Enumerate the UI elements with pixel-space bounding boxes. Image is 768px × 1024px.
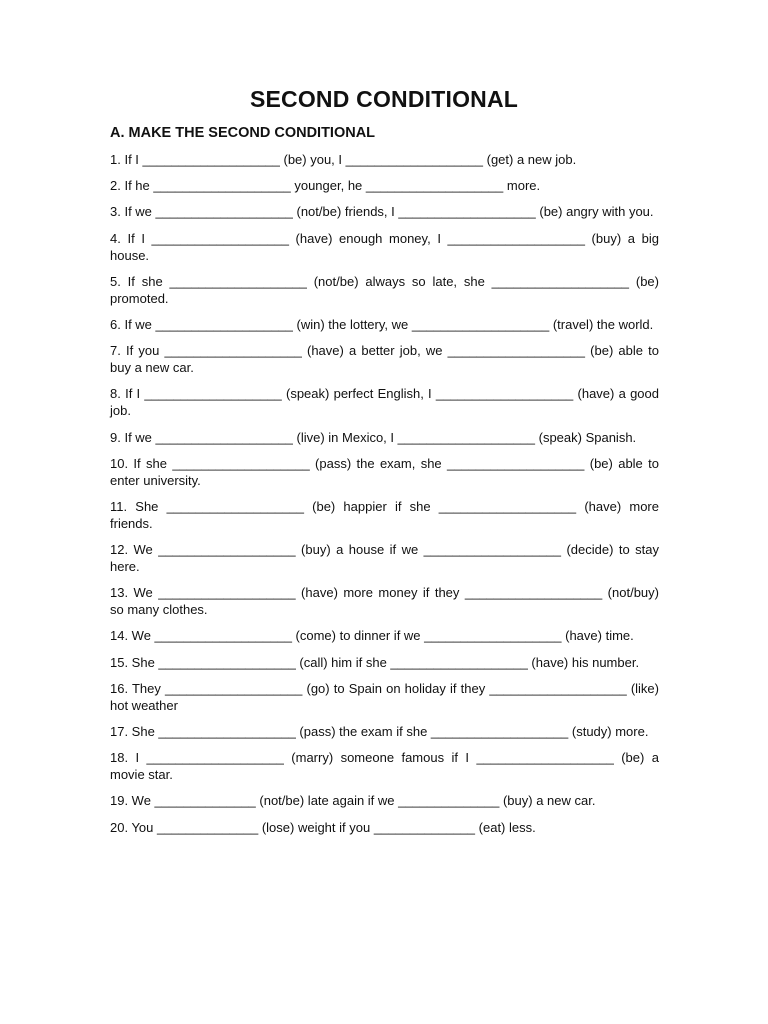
section-heading: A. MAKE THE SECOND CONDITIONAL [110,125,376,141]
exercise-item-3: 3. If we ___________________ (not/be) friends, I ___________________ (be) angry with you. [110,204,654,220]
exercise-item-11: 11. She ___________________ (be) happier if she ___________________ (have) more friends. [110,498,659,531]
exercise-item-5: 5. If she ___________________ (not/be) always so late, she ___________________ (be) promoted. [110,273,659,306]
exercise-item-15: 15. She ___________________ (call) him if she ___________________ (have) his number. [110,654,640,670]
exercise-item-19: 19. We ______________ (not/be) late again if we ______________ (buy) a new car. [110,793,596,809]
exercise-item-17: 17. She ___________________ (pass) the exam if she ___________________ (study) more. [110,724,649,739]
exercise-list [110,151,659,845]
page-title: SECOND CONDITIONAL [249,86,519,112]
exercise-item-9: 9. If we ___________________ (live) in Mexico, I ___________________ (speak) Spanish. [110,429,637,445]
exercise-item-8: 8. If I ___________________ (speak) perfect English, I ___________________ (have) a good job. [110,386,659,419]
exercise-item-2: 2. If he ___________________ younger, he ___________________ more. [110,178,541,194]
exercise-item-13: 13. We ___________________ (have) more money if they ___________________ (not/buy) so many clothes. [110,585,659,618]
exercise-item-12: 12. We ___________________ (buy) a house if we ___________________ (decide) to stay here. [110,542,659,575]
exercise-item-16: 16. They ___________________ (go) to Spain on holiday if they ___________________ (like) hot weather [110,680,659,713]
exercise-item-18: 18. I ___________________ (marry) someone famous if I ___________________ (be) a movie star. [110,750,659,783]
exercise-item-6: 6. If we ___________________ (win) the lottery, we ___________________ (travel) the world. [110,316,654,332]
exercise-item-1: 1. If I ___________________ (be) you, I ___________________ (get) a new job. [110,152,577,167]
exercise-item-10: 10. If she ___________________ (pass) the exam, she ___________________ (be) able to enter university. [110,455,659,488]
exercise-item-14: 14. We ___________________ (come) to dinner if we ___________________ (have) time. [110,628,634,644]
exercise-item-20: 20. You ______________ (lose) weight if you ______________ (eat) less. [110,819,536,835]
exercise-item-7: 7. If you ___________________ (have) a better job, we ___________________ (be) able to buy a new car. [110,343,659,376]
exercise-item-4: 4. If I ___________________ (have) enough money, I ___________________ (buy) a big house. [110,230,659,263]
